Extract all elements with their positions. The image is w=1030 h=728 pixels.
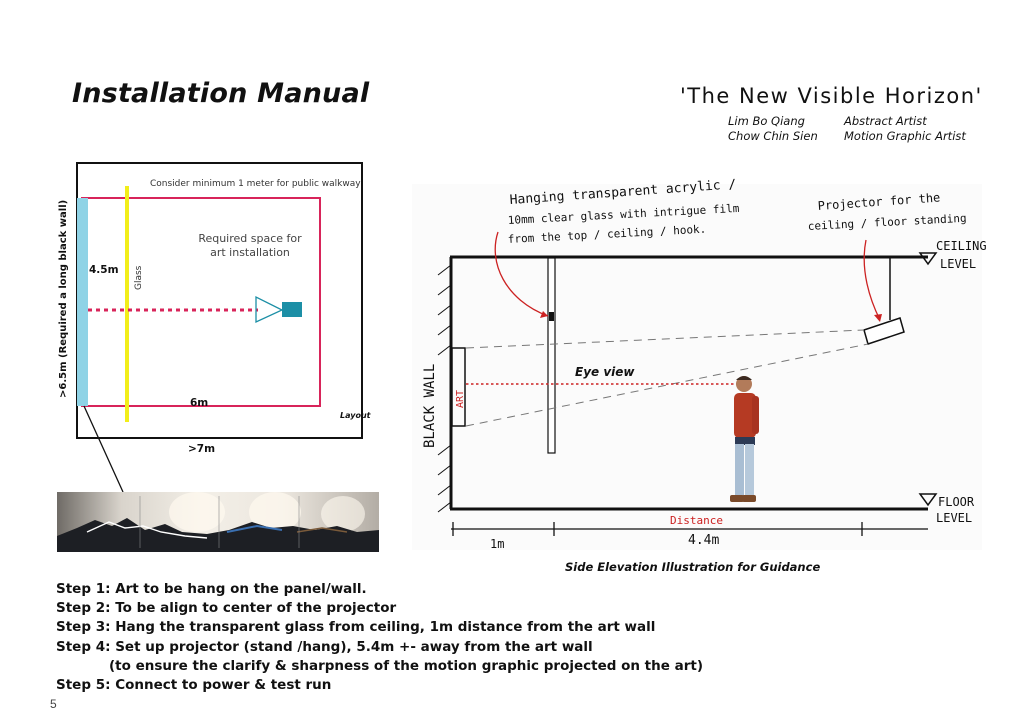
eye-view-label: Eye view	[575, 365, 635, 379]
layout-label: Layout	[340, 411, 371, 420]
glass-note-1: Hanging transparent acrylic /	[509, 177, 737, 208]
step-1: Step 1: Art to be hang on the panel/wall.	[56, 581, 367, 597]
step-2: Step 2: To be align to center of the projector	[56, 600, 397, 617]
depth-label: 6m	[190, 397, 209, 409]
distance-label: Distance	[670, 514, 723, 527]
glass-note-3: from the top / ceiling / hook.	[507, 222, 707, 246]
credit-name: Lim Bo Qiang	[728, 114, 805, 128]
credit-name: Chow Chin Sien	[728, 129, 818, 143]
width-label: 4.5m	[89, 264, 119, 276]
page-number: 5	[50, 697, 57, 711]
step-4: Step 4: Set up projector (stand /hang), 5.4m +- away from the art wall	[56, 638, 593, 655]
glass-hook	[549, 312, 554, 321]
outer-label: >7m	[188, 443, 216, 455]
glass-panel	[548, 258, 555, 453]
ceiling-label-2: LEVEL	[940, 257, 977, 271]
walkway-note: Consider minimum 1 meter for public walkway	[150, 179, 361, 189]
floor-label-1: FLOOR	[938, 495, 975, 509]
wall-label: >6.5m (Required a long black wall)	[58, 199, 69, 398]
sketch-background	[412, 184, 982, 550]
ceiling-label-1: CEILING	[936, 239, 987, 253]
steps-list	[56, 580, 703, 695]
art-label: ART	[455, 389, 466, 408]
distance-1m: 1m	[490, 537, 505, 551]
projector-note-2: ceiling / floor standing	[807, 211, 967, 233]
step-5: Step 5: Connect to power & test run	[56, 677, 332, 694]
artwork-title: 'The New Visible Horizon'	[680, 84, 983, 108]
step-3: Step 3: Hang the transparent glass from ceiling, 1m distance from the art wall	[56, 619, 656, 636]
glass-note-2: 10mm clear glass with intrigue film	[507, 201, 740, 227]
glass-label: Glass	[134, 265, 144, 290]
floor-label-2: LEVEL	[936, 511, 973, 525]
step-4-note: (to ensure the clarify & sharpness of the motion graphic projected on the art)	[109, 657, 703, 674]
credit-role: Motion Graphic Artist	[844, 129, 966, 143]
distance-4-4m: 4.4m	[688, 533, 720, 548]
required-space-note: Required space for art installation	[198, 232, 302, 259]
elevation-caption: Side Elevation Illustration for Guidance	[565, 560, 821, 574]
black-wall-label: BLACK WALL	[422, 363, 438, 448]
page-title: Installation Manual	[72, 78, 370, 109]
projector-note-1: Projector for the	[817, 190, 941, 213]
credit-role: Abstract Artist	[844, 114, 927, 128]
